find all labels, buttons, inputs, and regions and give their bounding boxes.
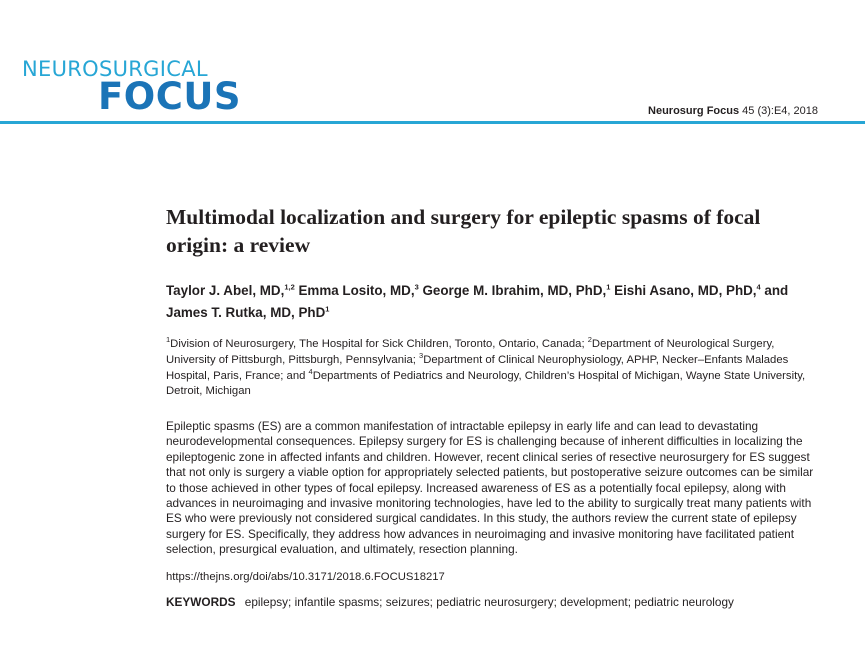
affiliation-text: Division of Neurosurgery, The Hospital for Sick Children, Toronto, Ontario, Canada; (170, 338, 588, 350)
keywords-label: KEYWORDS (166, 595, 236, 609)
logo-line-2: FOCUS (98, 75, 242, 118)
affiliation-number: 2 (587, 335, 592, 345)
author-affiliation-marker: 4 (756, 282, 761, 292)
journal-logo (22, 57, 242, 118)
author-affiliation-marker: 1 (325, 304, 330, 314)
affiliation-number: 1 (166, 335, 171, 345)
citation-journal: Neurosurg Focus (648, 105, 740, 117)
affiliation-text: Departments of Pediatrics and Neurology, Children’s Hospital of Michigan, Wayne State University, Detroit, Michigan (166, 369, 806, 398)
affiliation-text: Department of Clinical Neurophysiology, APHP, Necker–Enfants Malades Hospital, Paris, France; and (166, 353, 789, 382)
journal-citation (648, 105, 818, 117)
abstract: Epileptic spasms (ES) are a common manifestation of intractable epilepsy in early life and can lead to devastating neurodevelopmental consequences. Epilepsy surgery for ES is challenging because of inherent difficulties in localizing the epileptogenic zone in affected infants and children. However, recent clinical series of resective neurosurgery for ES suggest that not only is surgery a viable option for appropriately selected patients, but postoperative seizure outcomes can be similar to those achieved in other types of focal epilepsy. Increased awareness of ES as a potentially focal epilepsy, along with advances in neuroimaging and invasive monitoring technologies, have led to the ability to surgically treat many patients with ES who were previously not considered surgical candidates. In this study, the authors review the current state of epilepsy surgery for ES. Specifically, they address how advances in neuroimaging and invasive monitoring have facilitated patient selection, presurgical evaluation, and ultimately, resection planning. (166, 419, 814, 557)
author-name: Emma Losito, MD, (298, 283, 415, 298)
article-title: Multimodal localization and surgery for epileptic spasms of focal origin: a review (166, 205, 761, 257)
author-affiliation-marker: 1,2 (284, 282, 295, 292)
author-affiliation-marker: 3 (414, 282, 419, 292)
keywords (166, 595, 734, 609)
affiliations (166, 337, 826, 400)
author-name: Taylor J. Abel, MD, (166, 283, 285, 298)
affiliation-text: Department of Neurological Surgery, University of Pittsburgh, Pittsburgh, Pennsylvania; (166, 338, 775, 366)
author-name: and James T. Rutka, MD, PhD (166, 283, 789, 320)
author-list (166, 280, 826, 324)
affiliation-number: 3 (419, 351, 424, 361)
doi-link[interactable]: https://thejns.org/doi/abs/10.3171/2018.6.FOCUS18217 (166, 571, 445, 583)
author-affiliation-marker: 1 (606, 282, 611, 292)
header-rule (0, 121, 865, 124)
logo-line-1: NEUROSURGICAL (22, 57, 208, 81)
citation-details: 45 (3):E4, 2018 (742, 105, 818, 117)
author-name: George M. Ibrahim, MD, PhD, (422, 283, 607, 298)
keywords-text: epilepsy; infantile spasms; seizures; pediatric neurosurgery; development; pediatric neurology (244, 595, 734, 609)
author-name: Eishi Asano, MD, PhD, (614, 283, 757, 298)
affiliation-number: 4 (308, 366, 313, 376)
